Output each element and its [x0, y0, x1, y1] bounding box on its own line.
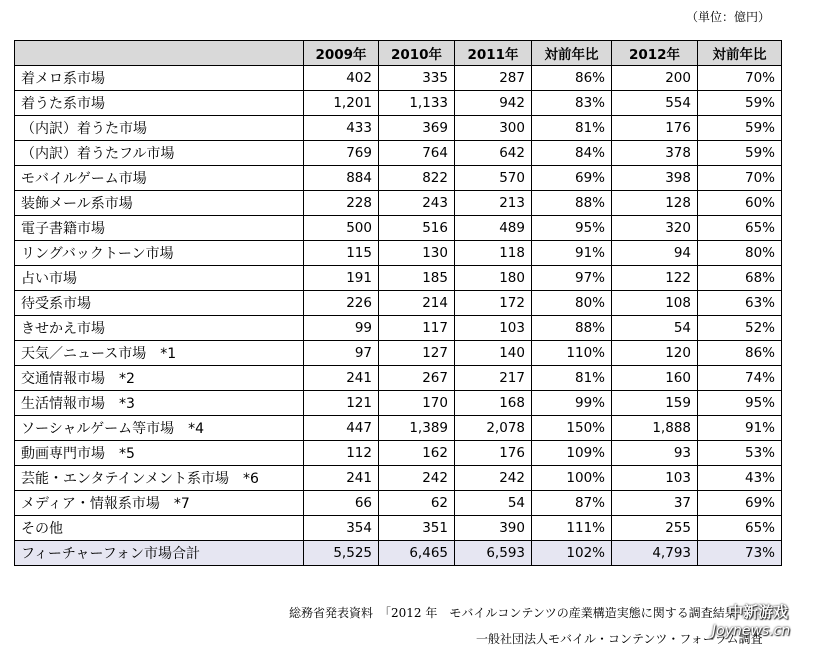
table-cell: 300 [455, 116, 532, 141]
table-cell: 354 [304, 516, 379, 541]
table-cell: 170 [379, 391, 455, 416]
table-cell: 162 [379, 441, 455, 466]
table-cell: 65% [698, 516, 782, 541]
row-label: メディア・情報系市場 *7 [15, 491, 304, 516]
table-row [15, 166, 782, 191]
table-total-row [15, 541, 782, 566]
table-cell: 320 [612, 216, 698, 241]
table-cell: 122 [612, 266, 698, 291]
table-row [15, 441, 782, 466]
table-cell: 74% [698, 366, 782, 391]
table-cell: 91% [698, 416, 782, 441]
table-row [15, 66, 782, 91]
table-cell: 62 [379, 491, 455, 516]
table-cell: 81% [532, 116, 612, 141]
row-label: 動画専門市場 *5 [15, 441, 304, 466]
table-cell: 1,389 [379, 416, 455, 441]
row-label: 装飾メール系市場 [15, 191, 304, 216]
table-cell: 86% [532, 66, 612, 91]
row-label: きせかえ市場 [15, 316, 304, 341]
table-cell: 59% [698, 91, 782, 116]
table-cell: 168 [455, 391, 532, 416]
row-label: フィーチャーフォン市場合計 [15, 541, 304, 566]
unit-note: （単位：億円） [686, 10, 771, 24]
table-cell: 128 [612, 191, 698, 216]
table-cell: 942 [455, 91, 532, 116]
table-cell: 91% [532, 241, 612, 266]
table-cell: 570 [455, 166, 532, 191]
table-cell: 37 [612, 491, 698, 516]
table-cell: 884 [304, 166, 379, 191]
table-cell: 80% [698, 241, 782, 266]
table-cell: 59% [698, 116, 782, 141]
table-row [15, 141, 782, 166]
table-cell: 60% [698, 191, 782, 216]
table-cell: 213 [455, 191, 532, 216]
table-cell: 2,078 [455, 416, 532, 441]
table-cell: 94 [612, 241, 698, 266]
market-table [14, 40, 782, 566]
table-cell: 516 [379, 216, 455, 241]
table-cell: 108 [612, 291, 698, 316]
table-cell: 176 [455, 441, 532, 466]
table-cell: 242 [455, 466, 532, 491]
table-cell: 6,593 [455, 541, 532, 566]
table-cell: 59% [698, 141, 782, 166]
table-cell: 110% [532, 341, 612, 366]
table-row [15, 516, 782, 541]
table-row [15, 491, 782, 516]
table-cell: 102% [532, 541, 612, 566]
table-cell: 103 [612, 466, 698, 491]
table-cell: 764 [379, 141, 455, 166]
row-label: 天気／ニュース市場 *1 [15, 341, 304, 366]
table-cell: 65% [698, 216, 782, 241]
table-cell: 159 [612, 391, 698, 416]
table-cell: 369 [379, 116, 455, 141]
header-yoy-2012: 対前年比 [698, 41, 782, 66]
table-cell: 88% [532, 191, 612, 216]
table-cell: 447 [304, 416, 379, 441]
row-label: 芸能・エンタテインメント系市場 *6 [15, 466, 304, 491]
table-cell: 86% [698, 341, 782, 366]
row-label: 占い市場 [15, 266, 304, 291]
table-cell: 43% [698, 466, 782, 491]
table-row [15, 416, 782, 441]
table-cell: 378 [612, 141, 698, 166]
table-cell: 70% [698, 166, 782, 191]
watermark-url: Joynews.cn [712, 623, 791, 639]
table-cell: 103 [455, 316, 532, 341]
table-row [15, 191, 782, 216]
table-row [15, 116, 782, 141]
table-cell: 1,201 [304, 91, 379, 116]
table-cell: 95% [698, 391, 782, 416]
table-row [15, 91, 782, 116]
table-cell: 180 [455, 266, 532, 291]
row-label: その他 [15, 516, 304, 541]
table-cell: 500 [304, 216, 379, 241]
table-cell: 287 [455, 66, 532, 91]
table-cell: 93 [612, 441, 698, 466]
table-cell: 160 [612, 366, 698, 391]
row-label: 着メロ系市場 [15, 66, 304, 91]
row-label: 着うた系市場 [15, 91, 304, 116]
table-cell: 241 [304, 366, 379, 391]
table-cell: 489 [455, 216, 532, 241]
table-cell: 390 [455, 516, 532, 541]
table-cell: 243 [379, 191, 455, 216]
table-row [15, 466, 782, 491]
row-label: 電子書籍市場 [15, 216, 304, 241]
table-cell: 228 [304, 191, 379, 216]
table-cell: 214 [379, 291, 455, 316]
source-line-2: 一般社団法人モバイル・コンテンツ・フォーラム調査 [476, 632, 763, 646]
table-cell: 69% [532, 166, 612, 191]
table-cell: 81% [532, 366, 612, 391]
table-cell: 83% [532, 91, 612, 116]
table-cell: 95% [532, 216, 612, 241]
table-cell: 97 [304, 341, 379, 366]
table-cell: 335 [379, 66, 455, 91]
table-cell: 73% [698, 541, 782, 566]
table-cell: 99 [304, 316, 379, 341]
table-cell: 1,888 [612, 416, 698, 441]
header-corner [15, 41, 304, 66]
table-cell: 642 [455, 141, 532, 166]
table-cell: 217 [455, 366, 532, 391]
table-row [15, 266, 782, 291]
row-label: リングバックトーン市場 [15, 241, 304, 266]
header-2010: 2010年 [379, 41, 455, 66]
table-cell: 433 [304, 116, 379, 141]
header-2012: 2012年 [612, 41, 698, 66]
table-cell: 6,465 [379, 541, 455, 566]
row-label: 生活情報市場 *3 [15, 391, 304, 416]
table-cell: 1,133 [379, 91, 455, 116]
row-label: 交通情報市場 *2 [15, 366, 304, 391]
table-cell: 554 [612, 91, 698, 116]
table-cell: 120 [612, 341, 698, 366]
table-cell: 172 [455, 291, 532, 316]
table-cell: 226 [304, 291, 379, 316]
table-cell: 80% [532, 291, 612, 316]
table-cell: 109% [532, 441, 612, 466]
table-cell: 121 [304, 391, 379, 416]
row-label: （内訳）着うたフル市場 [15, 141, 304, 166]
table-cell: 63% [698, 291, 782, 316]
header-yoy-2011: 対前年比 [532, 41, 612, 66]
table-cell: 69% [698, 491, 782, 516]
table-row [15, 341, 782, 366]
table-cell: 351 [379, 516, 455, 541]
table-cell: 130 [379, 241, 455, 266]
table-cell: 402 [304, 66, 379, 91]
table-cell: 5,525 [304, 541, 379, 566]
table-cell: 54 [612, 316, 698, 341]
table-body [15, 66, 782, 566]
table-cell: 267 [379, 366, 455, 391]
table-cell: 140 [455, 341, 532, 366]
table-cell: 66 [304, 491, 379, 516]
table-cell: 84% [532, 141, 612, 166]
table-cell: 200 [612, 66, 698, 91]
table-row [15, 316, 782, 341]
row-label: モバイルゲーム市場 [15, 166, 304, 191]
row-label: 待受系市場 [15, 291, 304, 316]
row-label: ソーシャルゲーム等市場 *4 [15, 416, 304, 441]
table-header-row [15, 41, 782, 66]
table-row [15, 216, 782, 241]
table-cell: 255 [612, 516, 698, 541]
table-cell: 112 [304, 441, 379, 466]
table-cell: 99% [532, 391, 612, 416]
table-cell: 68% [698, 266, 782, 291]
header-2009: 2009年 [304, 41, 379, 66]
table-cell: 822 [379, 166, 455, 191]
table-cell: 241 [304, 466, 379, 491]
table-cell: 52% [698, 316, 782, 341]
table-cell: 150% [532, 416, 612, 441]
table-cell: 88% [532, 316, 612, 341]
table-cell: 4,793 [612, 541, 698, 566]
table-cell: 111% [532, 516, 612, 541]
table-row [15, 366, 782, 391]
table-cell: 118 [455, 241, 532, 266]
table-cell: 54 [455, 491, 532, 516]
table-cell: 117 [379, 316, 455, 341]
table-cell: 87% [532, 491, 612, 516]
table-cell: 185 [379, 266, 455, 291]
table-cell: 70% [698, 66, 782, 91]
table-cell: 97% [532, 266, 612, 291]
table-row [15, 391, 782, 416]
table-cell: 53% [698, 441, 782, 466]
table-cell: 115 [304, 241, 379, 266]
table-cell: 176 [612, 116, 698, 141]
table-cell: 100% [532, 466, 612, 491]
table-row [15, 241, 782, 266]
row-label: （内訳）着うた市場 [15, 116, 304, 141]
source-line-1: 総務省発表資料 「2012 年 モバイルコンテンツの産業構造実態に関する調査結果 [289, 606, 737, 620]
watermark-chinese: 中新游戏 [728, 603, 789, 621]
header-2011: 2011年 [455, 41, 532, 66]
table-cell: 191 [304, 266, 379, 291]
table-cell: 242 [379, 466, 455, 491]
table-cell: 769 [304, 141, 379, 166]
table-cell: 398 [612, 166, 698, 191]
table-cell: 127 [379, 341, 455, 366]
table-row [15, 291, 782, 316]
